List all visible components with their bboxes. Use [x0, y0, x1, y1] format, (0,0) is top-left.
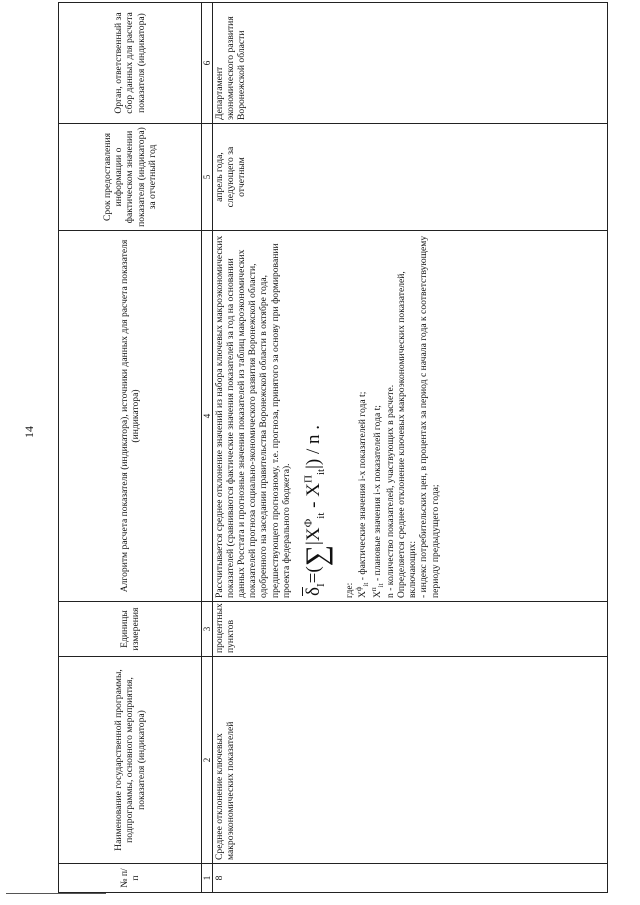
formula-x-plan: X	[302, 483, 324, 497]
formula-lhs-sub: I	[314, 583, 327, 588]
def-fact-sub: it	[362, 582, 371, 587]
def-plan-sub: it	[377, 583, 386, 588]
definition-n: n - количество показателей, участвующих в расчете.	[385, 384, 397, 598]
def-fact-sup: ф	[355, 586, 364, 592]
definition-plan	[370, 234, 385, 598]
indicator-unit: процентных пунктов	[213, 602, 608, 657]
formula-minus: -	[302, 496, 324, 513]
rotated-table-container	[58, 12, 618, 893]
header-algorithm: Алгоритм расчета показателя (индикатора), источники данных для расчета показателя (индикатора)	[59, 231, 202, 602]
column-number-row	[202, 3, 213, 893]
col-number: 6	[202, 3, 213, 124]
algorithm-cell	[213, 231, 608, 602]
col-number: 3	[202, 602, 213, 657]
indicator-table	[58, 2, 608, 893]
table-header-row	[59, 3, 202, 893]
header-name: Наименование государственной программы, подпрограммы, основного мероприятия, показателя (индикатора)	[59, 657, 202, 864]
formula-sup-fact: Ф	[302, 518, 315, 528]
formula-tail: |) / n .	[302, 425, 324, 469]
table-row	[213, 3, 608, 893]
col-number: 4	[202, 231, 213, 602]
indicator-name: Среднее отклонение ключевых макроэкономических показателей	[213, 657, 608, 864]
definition-cpi: - индекс потребительских цен, в процентах за период с начала года к соответствующему периоду предыдущего года;	[418, 235, 441, 598]
header-responsible: Орган, ответственный за сбор данных для расчета показателя (индикатора)	[59, 3, 202, 124]
formula-sub-plan: it	[314, 468, 327, 476]
definition-fact	[355, 234, 370, 598]
algorithm-intro: Рассчитывается среднее отклонение значений из набора ключевых макроэкономических показателей (сравниваются фактические значения показателей за год на основании данных Росстата и прогнозные значения показателей из таблиц макроэкономических показателей прогноза социально-экономического развития Воронежской области, одобренного на заседании правительства Воронежской области в октябре года, предшествующего прогнозному, т.е. прогноза, принятого за основу при формировании проекта федерального бюджета).	[214, 235, 292, 598]
col-number: 1	[202, 864, 213, 893]
formula-where: где:	[344, 582, 356, 598]
header-num: № п/п	[59, 864, 202, 893]
footer-rule	[6, 893, 106, 894]
page-number: 14	[22, 426, 36, 438]
row-num: 8	[213, 864, 608, 893]
formula-x-fact: X	[302, 527, 324, 542]
formula-sup-plan: П	[302, 475, 315, 483]
deviation-formula: $\overline{\delta}_I=(\sum|X^Ф_{it} - X^П_{it}|) / n$ .	[299, 425, 333, 596]
responsible-cell: Департамент экономического развития Воронежской области	[213, 3, 608, 124]
def-plan-var: X	[372, 591, 384, 598]
header-deadline: Срок предоставления информации о фактическом значении показателя (индикатора) за отчетный год	[59, 124, 202, 231]
formula-sub-fact: it	[314, 512, 327, 519]
def-plan-sup: п	[370, 587, 379, 592]
formula-lhs: $\overline{\delta}$	[302, 587, 324, 596]
col-number: 5	[202, 124, 213, 231]
header-unit: Единицы измерения	[59, 602, 202, 657]
deadline-cell: апрель года, следующего за отчетным	[213, 124, 608, 231]
def-fact-text: - фактические значения i-х показателей года t;	[357, 391, 369, 583]
formula-sum: ∑	[299, 544, 333, 567]
col-number: 2	[202, 657, 213, 864]
def-fact-var: X	[357, 591, 369, 598]
formula-eq: =(	[302, 566, 324, 584]
def-plan-text: - плановые значения i-х показателей года t;	[372, 405, 384, 584]
definition-avg: Определяется среднее отклонение ключевых макроэкономических показателей, включающих:	[396, 271, 419, 598]
